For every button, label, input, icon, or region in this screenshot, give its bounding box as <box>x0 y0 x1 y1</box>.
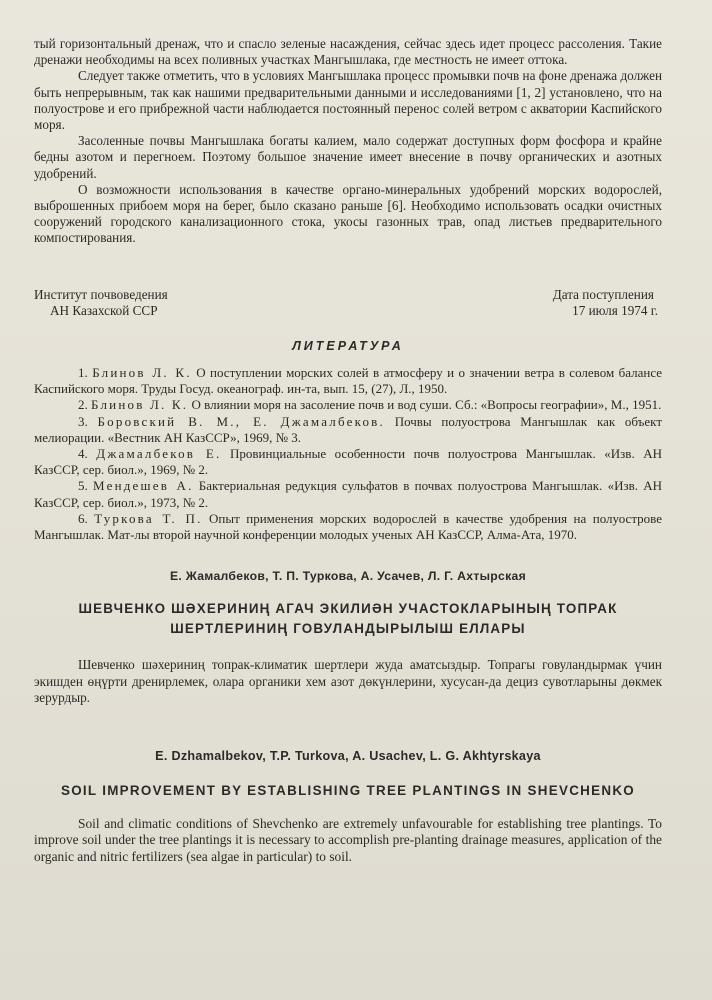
institute-name: Институт почвоведения <box>34 286 168 302</box>
reference-text: Почвы полуострова Мангышлак как объект мелиорации. «Вестник АН КазССР», 1969, № 3. <box>34 413 663 445</box>
reference-item: 5. Мендешев А. Бактериальная редукция сульфатов в почвах полуострова Мангышлак. «Изв. АН КазССР, сер. биол.», 1973, № 2. <box>34 478 663 510</box>
english-abstract: Soil and climatic conditions of Shevchenko are extremely unfavourable for establishing tree plantings. To improve soil under the tree plantings it is necessary to accomplish pre-planting drainage measures, application of the organic and nitric fertilizers (sea algae in particular) to soil. <box>34 815 662 864</box>
institute-academy: АН Казахской ССР <box>50 302 158 318</box>
reference-item: 4. Джамалбеков Е. Провинциальные особенности почв полуострова Мангышлак. «Изв. АН КазССР, сер. биол.», 1969, № 2. <box>34 446 662 478</box>
kazakh-abstract: Шевченко шәхериниң топрак-климатик шертлери жуда аматсыздыр. Топрагы говуландырмак үчин экишден өңүрти дренирлемек, олара органики хем азот дөкүнлерини, хусусан-да дециз сувотларыны дөкмек зерурдыр. <box>34 657 662 706</box>
reference-author: Блинов Л. К. <box>92 365 192 381</box>
english-title: SOIL IMPROVEMENT BY ESTABLISHING TREE PLANTINGS IN SHEVCHENKO <box>60 782 636 798</box>
reference-item: 1. Блинов Л. К. О поступлении морских солей в атмосферу и о значении ветра в солевом балансе Каспийского моря. Труды Госуд. океанограф. ин-та, вып. 15, (27), Л., 1950. <box>34 365 663 397</box>
reference-text: Провинциальные особенности почв полуострова Мангышлак. «Изв. АН КазССР, сер. биол.», 1969, № 2. <box>34 446 662 478</box>
reference-text: Бактериальная редукция сульфатов в почвах полуострова Мангышлак. «Изв. АН КазССР, сер. биол.», 1973, № 2. <box>34 478 663 510</box>
kazakh-title <box>34 599 662 639</box>
kazakh-authors: Е. Жамалбеков, Т. П. Туркова, А. Усачев, Л. Г. Ахтырская <box>169 569 527 584</box>
kazakh-title-line1: ШЕВЧЕНКО ШӘХЕРИНИҢ АГАЧ ЭКИЛИӘН УЧАСТОКЛАРЫНЫҢ ТОПРАК <box>78 601 618 617</box>
received-date <box>553 287 658 319</box>
reference-author: Джамалбеков Е. <box>96 446 222 462</box>
reference-item: 6. Туркова Т. П. Опыт применения морских водорослей в качестве удобрения на полуострове Мангышлак. Мат-лы второй научной конференции молодых ученых АН КазССР, Алма-Ата, 1970. <box>34 510 662 543</box>
reference-author: Блинов Л. К. <box>91 397 189 413</box>
reference-text: Опыт применения морских водорослей в качестве удобрения на полуострове Мангышлак. Мат-лы второй научной конференции молодых ученых АН КазССР, Алма-Ата, 1970. <box>34 510 662 543</box>
received-value: 17 июля 1974 г. <box>572 302 658 318</box>
signature-block <box>34 287 662 319</box>
paragraph: О возможности использования в качестве органо-минеральных удобрений морских водорослей, выброшенных прибоем моря на берег, было сказано раньше [6]. Необходимо использовать осадки очистных сооружений городского канализационного стока, укосы газонных трав, опад листьев предварительного компостирования. <box>34 181 662 246</box>
literature-heading: ЛИТЕРАТУРА <box>292 339 404 354</box>
reference-author: Мендешев А. <box>93 478 194 494</box>
english-authors: E. Dzhamalbekov, T.P. Turkova, A. Usachev, L. G. Akhtyrskaya <box>155 748 541 763</box>
received-label: Дата поступления <box>552 286 654 302</box>
kazakh-title-line2: ШЕРТЛЕРИНИҢ ГОВУЛАНДЫРЫЛЫШ ЕЛЛАРЫ <box>170 621 526 637</box>
reference-author: Туркова Т. П. <box>94 510 203 526</box>
reference-list <box>34 365 662 543</box>
body-text <box>34 36 662 247</box>
paragraph-continued: тый горизонтальный дренаж, что и спасло зеленые насаждения, сейчас здесь идет процесс рассоления. Такие дренажи необходимы на всех поливных участках Мангышлака, где местность не имеет оттока. <box>34 36 662 68</box>
reference-item: 2. Блинов Л. К. О влиянии моря на засоление почв и вод суши. Сб.: «Вопросы географии», М., 1951. <box>78 397 662 413</box>
reference-text: О влиянии моря на засоление почв и вод суши. Сб.: «Вопросы географии», М., 1951. <box>191 397 662 413</box>
reference-item: 3. Боровский В. М., Е. Джамалбеков. Почвы полуострова Мангышлак как объект мелиорации. «Вестник АН КазССР», 1969, № 3. <box>34 413 663 445</box>
reference-text: О поступлении морских солей в атмосферу и о значении ветра в солевом балансе Каспийского моря. Труды Госуд. океанограф. ин-та, вып. 15, (27), Л., 1950. <box>34 365 663 397</box>
paragraph: Следует также отметить, что в условиях Мангышлака процесс промывки почв на фоне дренажа должен быть непрерывным, так как нашими предварительными данными и исследованиями [1, 2] установлено, что на полуострове и его прибрежной части наблюдается постоянный перенос солей ветром с акватории Каспийского моря. <box>34 68 662 133</box>
paragraph: Засоленные почвы Мангышлака богаты калием, мало содержат доступных форм фосфора и крайне бедны азотом и перегноем. Поэтому большое значение имеет внесение в почву органических и азотных удобрений. <box>34 133 662 181</box>
institute-affiliation <box>34 287 168 319</box>
reference-author: Боровский В. М., Е. Джамалбеков. <box>97 413 385 429</box>
